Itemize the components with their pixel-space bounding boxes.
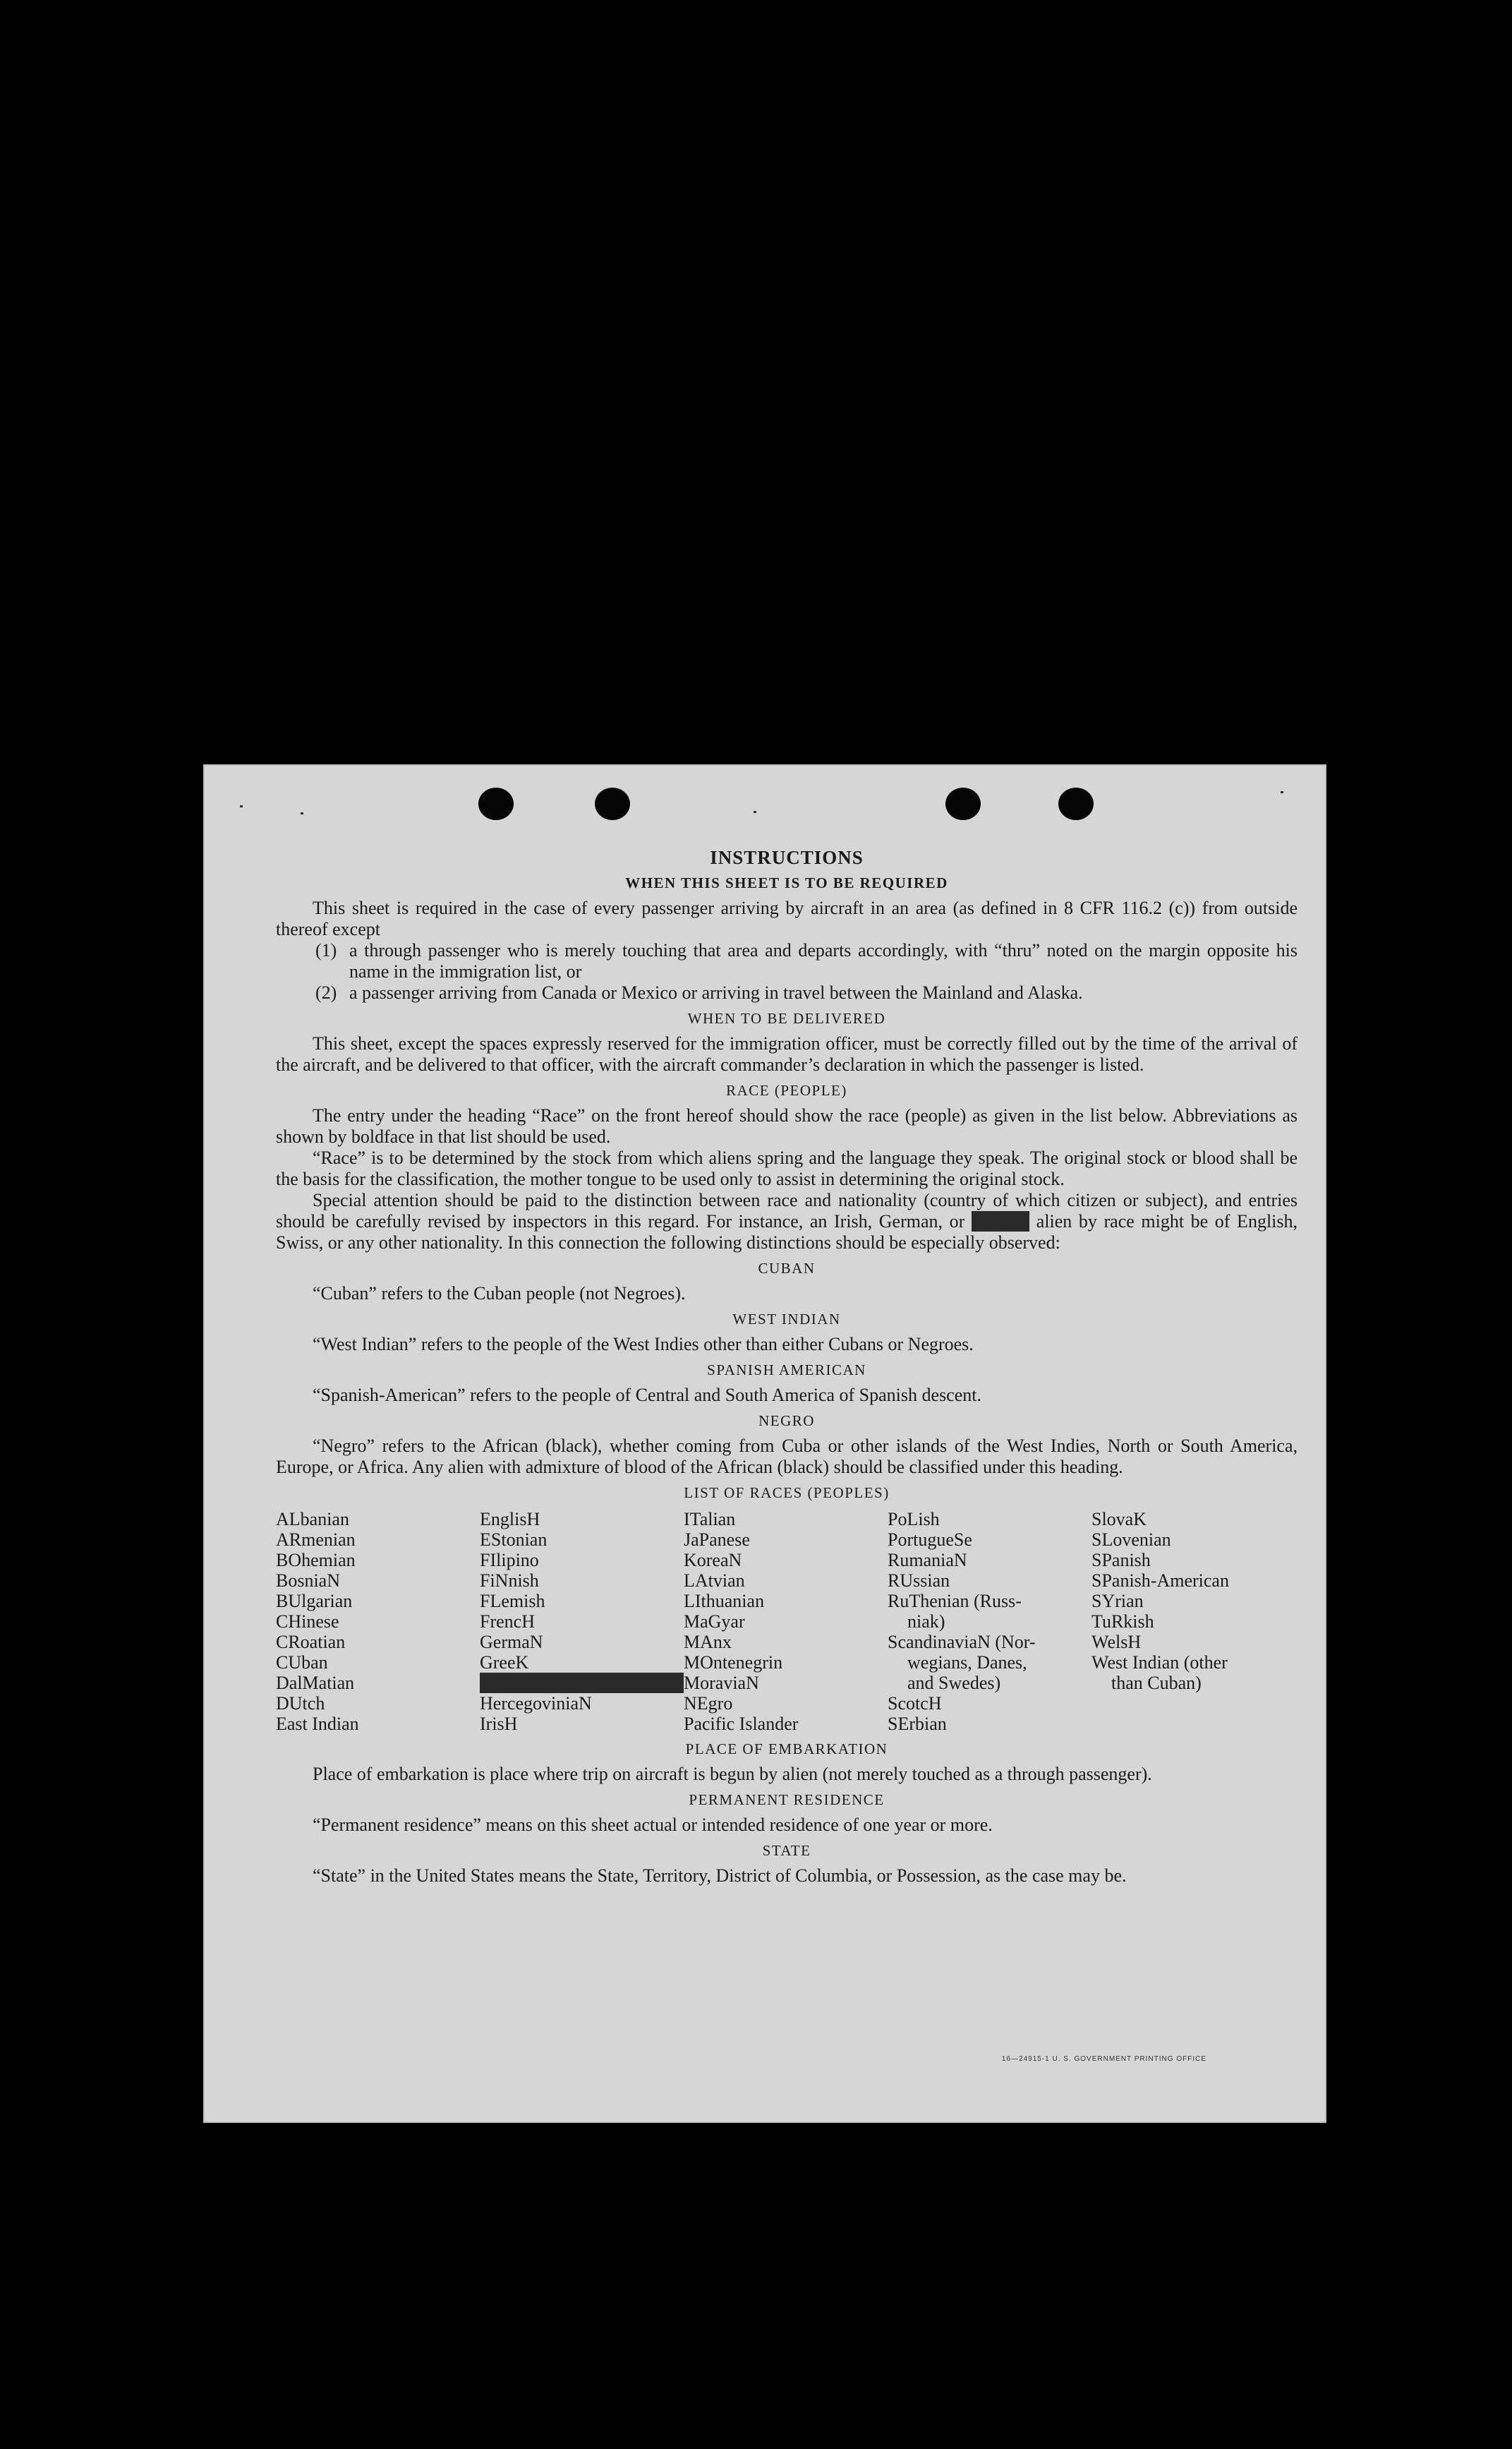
instruction-sheet (203, 764, 1326, 2123)
required-intro: This sheet is required in the case of every passenger arriving by aircraft in an area (as defined in 8 CFR 116.2 (c)) from outside thereof except (276, 898, 1298, 939)
race-entry: EnglisH (480, 1509, 540, 1529)
race-entry: DalMatian (276, 1673, 355, 1693)
race-entry: MaGyar (684, 1611, 745, 1632)
race-entry: ScotcH (888, 1693, 942, 1714)
races-column-4 (888, 1509, 1091, 1734)
race-entry: IrisH (480, 1714, 518, 1734)
race-entry: CHinese (276, 1611, 339, 1632)
race-entry: LIthuanian (684, 1591, 765, 1611)
race-entry: KoreaN (684, 1550, 742, 1570)
page-title: INSTRUCTIONS (710, 847, 864, 868)
race-entry: RumaniaN (888, 1550, 967, 1570)
race-entry: FIlipino (480, 1550, 539, 1570)
race-entry: SPanish-American (1091, 1570, 1229, 1591)
race-entry: CUban (276, 1652, 328, 1673)
race-entry: SPanish (1091, 1550, 1151, 1570)
race-entry: LAtvian (684, 1570, 745, 1591)
race-entry: ITalian (684, 1509, 736, 1529)
race-entry: TuRkish (1091, 1611, 1154, 1632)
paper-speck (240, 805, 243, 807)
section-heading-spanish-american: SPANISH AMERICAN (707, 1361, 866, 1378)
race-entry: RuThenian (Russ- (888, 1591, 1022, 1611)
negro-text: “Negro” refers to the African (black), whether coming from Cuba or other islands of the West Indies, North or South America, Europe, or Africa. Any alien with admixture of blood of the African (black) should be classified under this heading. (276, 1436, 1298, 1477)
state-text: “State” in the United States means the State, Territory, District of Columbia, or Possession, as the case may be. (313, 1865, 1127, 1886)
race-paragraph-1: The entry under the heading “Race” on the front hereof should show the race (people) as given in the list below. Abbreviations as shown by boldface in that list should be used. (276, 1105, 1298, 1147)
paper-speck (754, 811, 756, 813)
race-entry: SLovenian (1091, 1529, 1171, 1550)
race-entry: PortugueSe (888, 1529, 972, 1550)
race-entry: wegians, Danes, (907, 1652, 1027, 1673)
west-indian-text: “West Indian” refers to the people of the West Indies other than either Cubans or Negroes. (313, 1334, 974, 1354)
races-column-2 (480, 1509, 684, 1734)
race-entry: BUlgarian (276, 1591, 353, 1611)
section-heading-residence: PERMANENT RESIDENCE (689, 1791, 885, 1808)
race-entry: FLemish (480, 1591, 545, 1611)
list-item: (2) a passenger arriving from Canada or Mexico or arriving in travel between the Mainland and Alaska. (315, 982, 1083, 1003)
race-entry: than Cuban) (1111, 1673, 1202, 1693)
delivered-text: This sheet, except the spaces expressly reserved for the immigration officer, must be correctly filled out by the time of the arrival of the aircraft, and be delivered to that officer, with the aircraft commander’s declaration in which the passenger is listed. (276, 1033, 1298, 1075)
race-entry: ScandinaviaN (Nor- (888, 1632, 1036, 1652)
race-entry: SErbian (888, 1714, 947, 1734)
race-entry: and Swedes) (907, 1673, 1001, 1693)
race-entry: WelsH (1091, 1632, 1142, 1652)
race-entry: ARmenian (276, 1529, 356, 1550)
race-entry: PoLish (888, 1509, 940, 1529)
races-column-3 (684, 1509, 888, 1734)
races-column-5 (1091, 1509, 1298, 1734)
race-entry: RUssian (888, 1570, 950, 1591)
section-heading-cuban: CUBAN (758, 1260, 816, 1277)
section-heading-west-indian: WEST INDIAN (732, 1311, 841, 1328)
section-heading-state: STATE (762, 1842, 811, 1859)
punch-hole (1058, 788, 1094, 820)
race-entry: West Indian (other (1091, 1652, 1228, 1673)
race-entry: EStonian (480, 1529, 548, 1550)
punch-hole (595, 788, 630, 820)
instructions-body (276, 847, 1298, 1887)
race-entry: DUtch (276, 1693, 325, 1714)
race-entry: Pacific Islander (684, 1714, 799, 1734)
race-entry: East Indian (276, 1714, 359, 1734)
section-heading-race: RACE (PEOPLE) (726, 1082, 847, 1099)
paper-speck (301, 812, 303, 814)
section-heading-negro: NEGRO (758, 1412, 815, 1429)
printing-office-code: 16—24915-1 U. S. GOVERNMENT PRINTING OFFICE (1001, 2055, 1206, 2063)
section-heading-delivered: WHEN TO BE DELIVERED (687, 1010, 886, 1027)
section-heading-list-of-races: LIST OF RACES (PEOPLES) (684, 1484, 890, 1501)
races-column-1 (276, 1509, 480, 1734)
race-entry: MOntenegrin (684, 1652, 783, 1673)
paper-speck (1281, 791, 1283, 793)
section-heading-required: WHEN THIS SHEET IS TO BE REQUIRED (625, 874, 948, 891)
race-entry: HebreW (480, 1673, 684, 1693)
cuban-text: “Cuban” refers to the Cuban people (not Negroes). (313, 1283, 686, 1304)
residence-text: “Permanent residence” means on this sheet actual or intended residence of one year or more. (313, 1815, 993, 1835)
section-heading-embarkation: PLACE OF EMBARKATION (685, 1740, 888, 1757)
punch-hole (945, 788, 981, 820)
race-entry: MAnx (684, 1632, 732, 1652)
punch-hole (478, 788, 514, 820)
race-entry: BosniaN (276, 1570, 340, 1591)
race-entry: FrencH (480, 1611, 535, 1632)
race-paragraph-3: Special attention should be paid to the distinction between race and nationality (country of which citizen or subject), and entries should be carefully revised by inspectors in this regard. For instance, an Irish, German, or Hebrew alien by race might be of English, Swiss, or any other nationality. In this connection the following distinctions should be especially observed: (276, 1190, 1298, 1253)
race-entry: JaPanese (684, 1529, 750, 1550)
race-entry: BOhemian (276, 1550, 356, 1570)
race-entry: HercegoviniaN (480, 1693, 592, 1714)
race-entry: SYrian (1091, 1591, 1144, 1611)
struck-word: Hebrew (971, 1211, 1030, 1232)
race-entry: NEgro (684, 1693, 733, 1714)
race-paragraph-2: “Race” is to be determined by the stock from which aliens spring and the language they speak. The original stock or blood shall be the basis for the classification, the mother tongue to be used only to assist in determining the original stock. (276, 1148, 1298, 1189)
race-entry: SlovaK (1091, 1509, 1147, 1529)
race-entry: GreeK (480, 1652, 529, 1673)
race-entry: CRoatian (276, 1632, 346, 1652)
list-item: (1) a through passenger who is merely touching that area and departs accordingly, with “thru” noted on the margin opposite his name in the immigration list, or (315, 940, 1298, 982)
race-entry: ALbanian (276, 1509, 349, 1529)
race-entry: FiNnish (480, 1570, 539, 1591)
embarkation-text: Place of embarkation is place where trip on aircraft is begun by alien (not merely touched as a through passenger). (313, 1764, 1152, 1784)
races-table (276, 1509, 1298, 1734)
spanish-american-text: “Spanish-American” refers to the people of Central and South America of Spanish descent. (313, 1385, 981, 1405)
race-entry: MoraviaN (684, 1673, 759, 1693)
race-entry: GermaN (480, 1632, 543, 1652)
race-entry: niak) (907, 1611, 945, 1632)
